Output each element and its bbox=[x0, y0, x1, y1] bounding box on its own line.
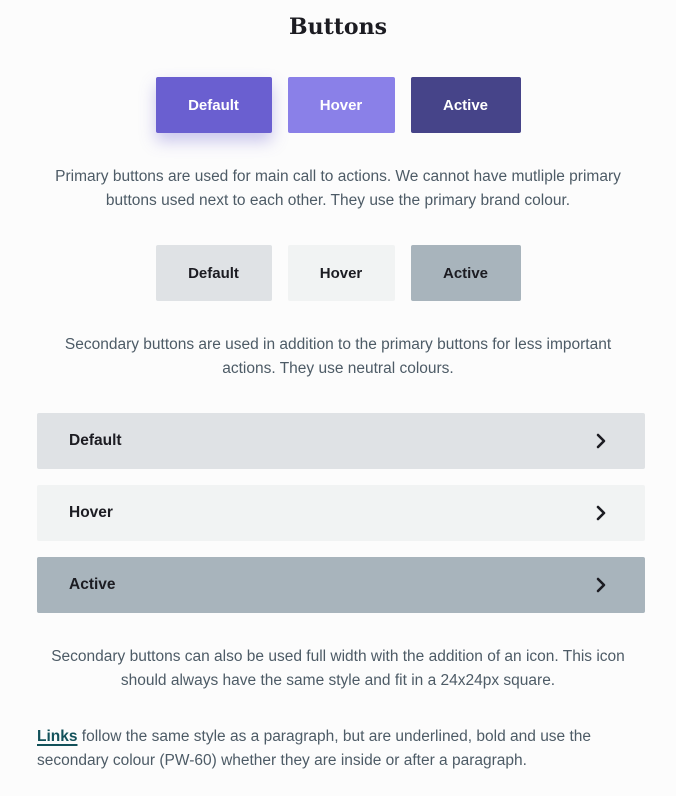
links-link[interactable]: Links bbox=[37, 728, 78, 745]
primary-description: Primary buttons are used for main call to actions. We cannot have mutliple primary buttons used next to each other. They use the primary brand colour. bbox=[55, 168, 621, 209]
secondary-hover-button[interactable]: Hover bbox=[288, 245, 395, 301]
primary-default-button[interactable]: Default bbox=[156, 77, 272, 133]
full-width-hover-label: Hover bbox=[69, 504, 113, 521]
chevron-right-icon bbox=[589, 429, 613, 453]
secondary-description: Secondary buttons are used in addition to the primary buttons for less important actions. They use neutral colours. bbox=[64, 336, 612, 377]
links-description bbox=[37, 725, 637, 773]
secondary-default-button[interactable]: Default bbox=[156, 245, 272, 301]
links-text: follow the same style as a paragraph, but are underlined, bold and use the secondary colour (PW-60) whether they are inside or after a paragraph. bbox=[37, 728, 592, 769]
primary-buttons-row bbox=[0, 77, 676, 133]
primary-active-button[interactable]: Active bbox=[411, 77, 521, 133]
full-width-default-label: Default bbox=[69, 432, 122, 449]
secondary-active-button[interactable]: Active bbox=[411, 245, 521, 301]
full-width-hover-button[interactable] bbox=[37, 485, 645, 541]
chevron-right-icon bbox=[589, 501, 613, 525]
full-width-description: Secondary buttons can also be used full width with the addition of an icon. This icon should always have the same style and fit in a 24x24px square. bbox=[51, 648, 625, 689]
full-width-active-label: Active bbox=[69, 576, 116, 593]
full-width-active-button[interactable] bbox=[37, 557, 645, 613]
primary-hover-button[interactable]: Hover bbox=[288, 77, 395, 133]
chevron-right-icon bbox=[589, 573, 613, 597]
secondary-buttons-row bbox=[0, 245, 676, 301]
full-width-default-button[interactable] bbox=[37, 413, 645, 469]
page-title: Buttons bbox=[289, 14, 387, 40]
